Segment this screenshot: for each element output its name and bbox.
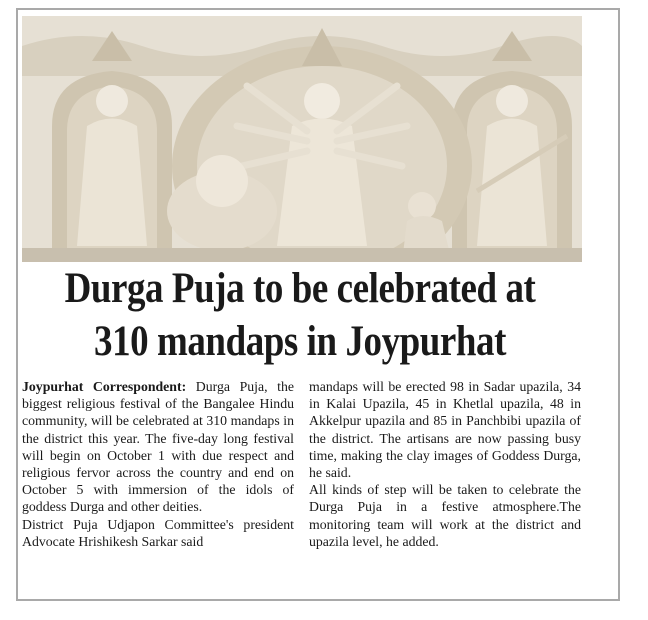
article-paragraph: [22, 378, 294, 516]
article-column-left: [22, 378, 294, 550]
headline: [10, 262, 590, 368]
article-column-right: [309, 378, 581, 550]
article-paragraph: mandaps will be erected 98 in Sadar upazila, 34 in Kalai Upazila, 45 in Khetlal upazila, 48 in Akkelpur upazila and 85 in Panchbibi upazila of the district. The artisans are now passing busy time, making the clay images of Goddess Durga, he said.: [309, 379, 581, 481]
headline-line-1: Durga Puja to be celebrated at: [64, 265, 536, 312]
photo-illustration: [22, 16, 582, 262]
durga-idol-photo: [22, 16, 582, 262]
article-paragraph: All kinds of step will be taken to celebrate the Durga Puja in a festive atmosphere.The monitoring team will work at the district and upazila level, he added.: [309, 482, 581, 549]
article-paragraph: District Puja Udjapon Committee's president Advocate Hrishikesh Sarkar said: [22, 516, 294, 549]
article-text: Durga Puja, the biggest religious festival of the Bangalee Hindu community, will be celebrated at 310 mandaps in the district this year. The five-day long festival will begin on October 1 with due respect and religious fervor across the country and end on October 5 with immersion of the idols of goddess Durga and other deities.: [22, 379, 294, 515]
byline: Joypurhat Correspondent:: [22, 379, 187, 394]
headline-line-2: 310 mandaps in Joypurhat: [94, 318, 506, 365]
